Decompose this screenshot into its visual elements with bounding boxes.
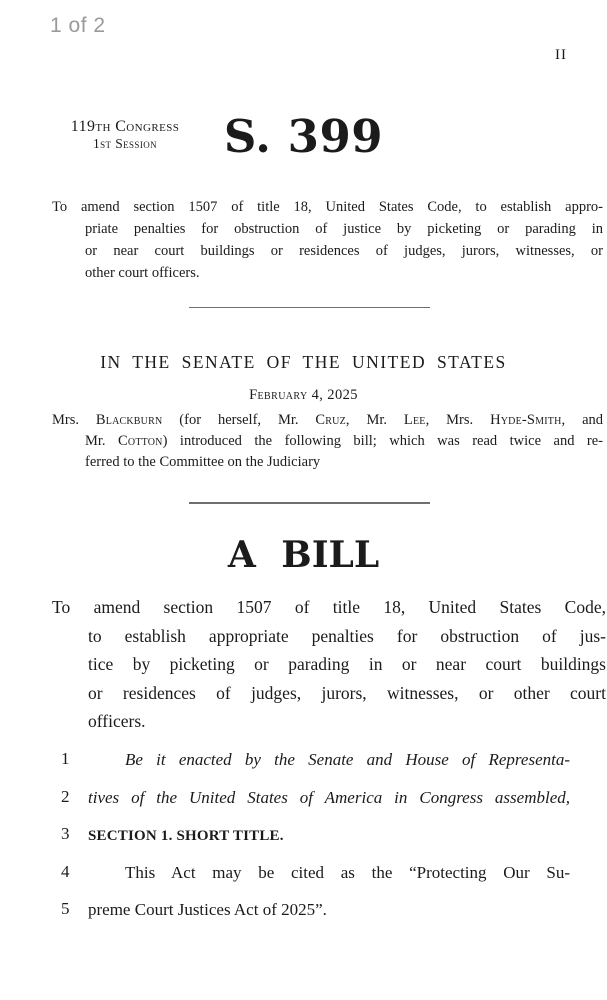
- sponsor-name: Cotton: [118, 433, 163, 449]
- preamble-line: to establish appropriate penalties for obstruction of jus-: [88, 625, 606, 646]
- bill-number: S. 399: [223, 110, 384, 163]
- bill-line: [52, 824, 570, 862]
- sponsor-text: Mrs.: [52, 412, 96, 428]
- bill-line: [52, 749, 570, 787]
- viewer-page-indicator: 1 of 2: [50, 14, 106, 37]
- bill-line: [52, 862, 570, 900]
- sponsor-text: , Mrs.: [425, 412, 491, 428]
- senate-caption: IN THE SENATE OF THE UNITED STATES: [100, 352, 507, 372]
- sponsor-text: , Mr.: [345, 412, 404, 428]
- introduction-date: February 4, 2025: [249, 387, 358, 403]
- line-number: 3: [61, 824, 70, 843]
- bill-line: [52, 787, 570, 825]
- sponsor-name: Lee: [403, 412, 426, 428]
- a-bill-heading: A BILL: [227, 534, 380, 576]
- sponsor-text: ) introduced the following bill; which was read twice and re-: [162, 433, 604, 449]
- long-title-line: To amend section 1507 of title 18, United States Code, to establish appro-: [52, 199, 603, 215]
- enacting-clause-text: tives of the United States of America in Congress assembled,: [88, 787, 570, 807]
- sponsor-line: [85, 431, 603, 452]
- section-text: preme Court Justices Act of 2025”.: [88, 900, 327, 919]
- preamble-line: To amend section 1507 of title 18, United States Code,: [52, 597, 606, 617]
- preamble-line: tice by picketing or parading in or near court buildings: [88, 654, 606, 674]
- sponsor-text: ferred to the Committee on the Judiciary: [85, 454, 321, 470]
- bill-preamble: [52, 593, 606, 736]
- horizontal-rule: [189, 307, 430, 308]
- preamble-line: officers.: [88, 711, 146, 731]
- sponsor-text: (for herself, Mr.: [162, 412, 316, 428]
- line-number: 4: [61, 861, 70, 881]
- bill-line: [52, 899, 570, 937]
- long-title-line: other court officers.: [85, 265, 200, 281]
- sponsor-statement: [52, 410, 603, 473]
- bill-body: [52, 749, 570, 937]
- enacting-clause-text: Be it enacted by the Senate and House of Representa-: [125, 750, 570, 769]
- sponsor-name: Hyde-Smith: [490, 412, 562, 428]
- horizontal-rule: [189, 502, 430, 504]
- sponsor-text: , and: [561, 412, 604, 428]
- sponsor-name: Blackburn: [95, 412, 163, 428]
- preamble-line: or residences of judges, jurors, witnesses, or other court: [88, 682, 606, 703]
- sponsor-text: Mr.: [85, 433, 119, 449]
- sponsor-line: [52, 410, 603, 431]
- line-number: 5: [61, 899, 70, 918]
- congress-number: 119th Congress: [70, 118, 180, 135]
- official-long-title: [52, 196, 603, 284]
- calendar-folio: II: [555, 47, 567, 63]
- line-number: 2: [61, 786, 70, 806]
- session-number: 1st Session: [92, 136, 158, 152]
- line-number: 1: [61, 749, 70, 768]
- sponsor-name: Cruz: [315, 412, 346, 428]
- sponsor-line: [85, 452, 603, 473]
- section-heading: SECTION 1. SHORT TITLE.: [88, 828, 284, 844]
- long-title-line: priate penalties for obstruction of justice by picketing or parading in: [85, 221, 603, 237]
- section-text: This Act may be cited as the “Protecting Our Su-: [125, 862, 570, 882]
- long-title-line: or near court buildings or residences of judges, jurors, witnesses, or: [85, 243, 603, 259]
